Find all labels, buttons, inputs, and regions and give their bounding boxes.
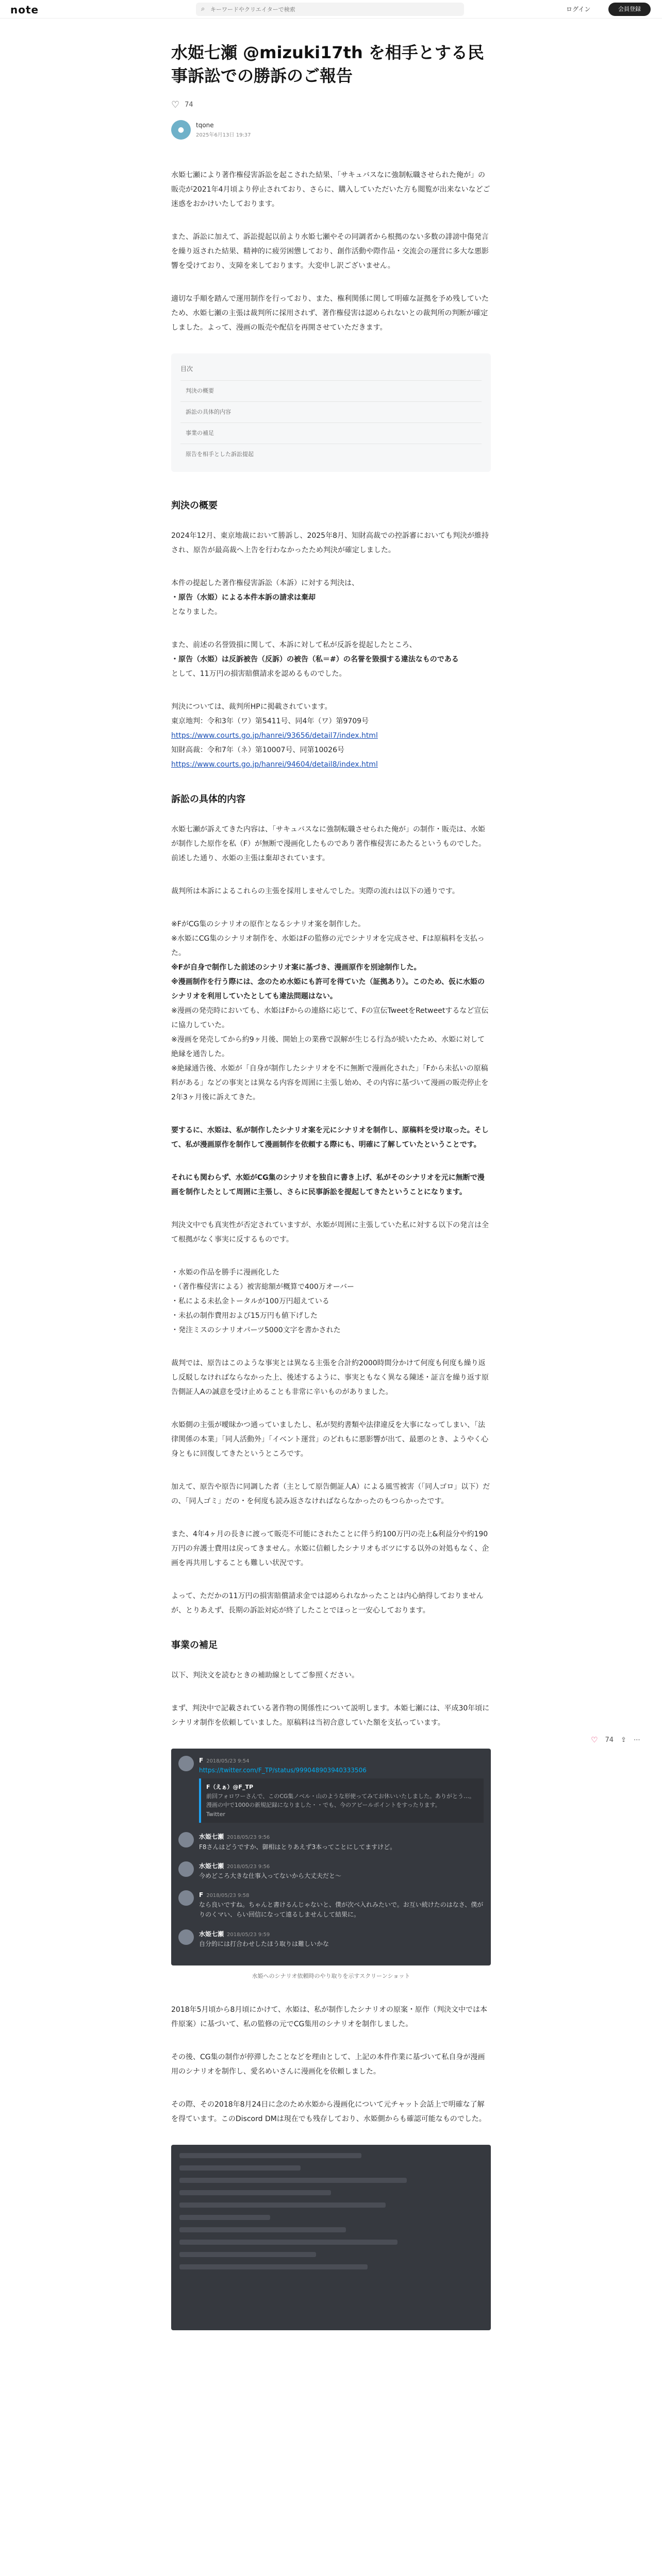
avatar [178, 1929, 194, 1945]
bold-paragraph: それにも関わらず、水姫がCG集のシナリオを独自に書き上げ、私がそのシナリオを元に無断で漫画を制作したとして周囲に主張し、さらに民事訴訟を提起してきたということになります。 [171, 1173, 485, 1196]
intro-paragraph: また、訴訟に加えて、訴訟提起以前より水姫七瀬やその同調者から根拠のない多数の誹謗中傷発言を繰り返された結果、精神的に疲労困憊しており、創作活動や際作品・交流会の運営に多大な悪影響を受けており、支障を来しております。大変申し訳ございません。 [171, 232, 489, 270]
section-heading: 事業の補足 [171, 1639, 218, 1651]
article-body [171, 168, 491, 2330]
toc-item[interactable]: 判決の概要 [180, 381, 482, 402]
article [171, 41, 491, 2330]
tweet-embed: F（えぁ）@F_TP 前回フォロワーさんで、このCG集ノベル・山のような形使ってみてお休いいたしました。ありがとう…。漫画の中で1000の新規記録になりました・・でも、今のアピールポイントをすったります。 Twitter [199, 1778, 484, 1823]
search-input[interactable] [210, 5, 458, 14]
like-count: 74 [185, 101, 193, 109]
heart-icon[interactable]: ♡ [591, 1735, 598, 1744]
image-caption: 水姫へのシナリオ依頼時のやり取りを示すスクリーンショット [252, 1973, 410, 1980]
avatar [178, 1861, 194, 1877]
chat-message: F 2018/05/23 9:58 なら良いですね。ちゃんと書けるんじゃないと、僕が次べ入れみたいで。お互い続けたのはなさ、僕がりのくマい、らい回信になって遠るしませんして結果に。 [178, 1890, 484, 1920]
avatar[interactable]: ● [171, 120, 191, 140]
bold-paragraph: 要するに、水姫は、私が制作したシナリオ案を元にシナリオを制作し、原稿料を受け取った。そして、私が漫画原作を制作して漫画制作を依頼する際にも、明確に了解していたということです。 [171, 1126, 489, 1149]
discord-screenshot-2 [171, 2145, 491, 2330]
paragraph: 判決文中でも真実性が否定されていますが、水姫が周囲に主張していた私に対する以下の発言は全て根拠がなく事実に反するものです。 [171, 1221, 489, 1244]
list-item: ・ （著作権侵害による）被害総額が概算で400万オーバー [171, 1280, 491, 1294]
court-link[interactable]: https://www.courts.go.jp/hanrei/94604/detail8/index.html [171, 760, 378, 769]
like-row [171, 99, 491, 111]
note-logo[interactable]: note [10, 4, 39, 16]
avatar [178, 1832, 194, 1848]
table-of-contents [171, 353, 491, 472]
bold-text: ・原告（水姫）は反訴被告（反訴）の被告（私＝#）の名誉を毀損する違法なものである [171, 655, 459, 664]
claims-list [171, 1265, 491, 1337]
search-icon: ⌕ [201, 5, 205, 13]
heart-icon[interactable]: ♡ [171, 99, 180, 111]
paragraph: その際、その2018年8月24日に念のため水姫から漫画化について元チャット会話上で明確な了解を得ています。このDiscord DMは現在でも残存しており、水姫側からも確認可能なものでした。 [171, 2100, 486, 2124]
bold-text: ・原告（水姫）による本件本訴の請求は棄却 [171, 593, 316, 602]
paragraph: 裁判所は本訴によるこれらの主張を採用しませんでした。実際の流れは以下の通りです。 [171, 887, 459, 895]
avatar [178, 1756, 194, 1771]
paragraph: 2018年5月頃から8月頃にかけて、水姫は、私が制作したシナリオの原案・原作（判決文中では本件原案）に基づいて、私の監修の元でCG集用のシナリオを制作しました。 [171, 2006, 488, 2029]
paragraph: 水姫側の主張が曖昧かつ通っていましたし、私が契約書類や法律違反を大事になってしまい、「法律関係の本業」「同人活動外」「イベント運営」のどれもに悪影響が出て、最悪のとき、ようやく心身ともに回復してきたというところです。 [171, 1420, 489, 1458]
paragraph: その後、CG集の制作が停滞したことなどを理由として、上記の本件作業に基づいて私自身が漫画用のシナリオを制作し、愛名めいさんに漫画化を依頼しました。 [171, 2053, 485, 2076]
fact-list: ※FがCG集のシナリオの原作となるシナリオ案を制作した。 ※水姫にCG集のシナリオ制作を、水姫はFの監修の元でシナリオを完成させ、Fは原稿料を支払った。 ※Fが自身で制作した前述のシナリオ案に基づき、漫画原作を別途制作した。 ※漫画制作を行う際には、念のため水姫にも許可を得ていた（証拠あり）。このため、仮に水姫のシナリオを利用していたとしても違法問題はない。 ※漫画の発売時においても、水姫はFからの連絡に応じて、Fの宣伝TweetをRetweetするなど宣伝に協力していた。 ※漫画を発売してから約9ヶ月後、開始上の業務で誤解が生じる行為が続いたため、水姫に対して絶縁を通告した。 ※絶縁通告後、水姫が「自身が制作したシナリオを不に無断で漫画化された」「Fから未払いの原稿料がある」などの事実とは異なる内容を周囲に主張し始め、その内容に基づいて漫画の販売停止を2年3ヶ月後に訴えてきた。 [171, 920, 489, 1101]
chat-message: 水姫七瀬 2018/05/23 9:56 今めどころ大きな仕事入ってないから大丈夫だと～ [178, 1861, 484, 1881]
paragraph: まず、判決中で記載されている著作物の関係性について説明します。本姫七瀬には、平成30年頃にシナリオ制作を依頼していました。原稿料は当初合意していた額を支払っています。 [171, 1704, 490, 1727]
section-heading: 訴訟の具体的内容 [171, 793, 245, 805]
paragraph: 水姫七瀬が訴えてきた内容は、「サキュバスなに強制転職させられた俺が」の制作・販売は、水姫が制作した原作を私（F）が無断で漫画化したものであり著作権侵害にあたるというものでした。前述した通り、水姫の主張は棄却されています。 [171, 825, 486, 862]
paragraph: また、前述の名誉毀損に関して、本訴に対して私が反訴を提起したところ、 ・原告（水姫）は反訴被告（反訴）の被告（私＝#）の名誉を毀損する違法なものである として、11万円の損害賠償請求を認めるものでした。 [171, 640, 459, 678]
paragraph: よって、ただかの11万円の損害賠償請求金では認められなかったことは内心納得しておりませんが、とりあえず、長期の訴訟対応が終了したことでほっと一安心しております。 [171, 1591, 484, 1615]
chat-message: F 2018/05/23 9:54 https://twitter.com/F_TP/status/999048903940333506 F（えぁ）@F_TP 前回フォロワーさんで、このCG集ノベル・山のような形使ってみてお休いいたしました。ありがとう…。漫画の中で1000の新規記録になりました・・でも、今のアピールポイントをすったります。 Twitter [178, 1756, 484, 1823]
list-item: ・ 発注ミスのシナリオパーツ5000文字を書かされた [171, 1323, 491, 1337]
toc-heading[interactable]: 目次 [180, 361, 482, 381]
floating-share [591, 1735, 640, 1744]
avatar [178, 1890, 194, 1906]
paragraph: 2024年12月、東京地裁において勝訴し、2025年8月、知財高裁での控訴審においても判決が維持され、原告が最高裁へ上告を行わなかったため判決が確定しました。 [171, 531, 489, 554]
paragraph: 加えて、原告や原告に同調した者（主として原告側証人A）による風雪被害（「同人ゴロ」以下）だの、「同人ゴミ」だの・を何度も読み返さなければならなかったのもつらかったです。 [171, 1482, 490, 1505]
paragraph: 本件の提起した著作権侵害訴訟（本訴）に対する判決は、 ・原告（水姫）による本件本訴の請求は棄却 となりました。 [171, 579, 359, 616]
chat-message: 水姫七瀬 2018/05/23 9:56 F8さんはどうですか、御相はとりあえず3本ってことにしてますけど。 [178, 1832, 484, 1852]
paragraph: また、4年4ヶ月の長きに渡って販売不可能にされたことに伴う約100万円の売上&利益分や約190万円の弁護士費用は戻ってきません。水姫に信頼したシナリオもボツにする以外の対処もなく、企画を再共用しすることも難しい状況です。 [171, 1530, 489, 1567]
list-item: ・ 私による未払金トータルが100万円超えている [171, 1294, 491, 1309]
signup-button[interactable]: 会員登録 [608, 3, 651, 16]
tweet-link: https://twitter.com/F_TP/status/999048903940333506 [199, 1766, 367, 1774]
intro-paragraph: 水姫七瀬により著作権侵害訴訟を起こされた結果、「サキュバスなに強制転職させられた俺が」の販売が2021年4月頃より停止されており、さらに、購入していただいた方も閲覧が出来ないなどご迷惑をおかけいたしております。 [171, 171, 490, 208]
paragraph: 裁判では、原告はこのような事実とは異なる主張を合計約2000時間分かけて何度も何度も繰り返し反駁しなければならなかった上、後述するように、事実ともなく異なる陳述・証言を繰り返す原告側証人Aの誠意を受け止めることも非常に辛いものがありました。 [171, 1359, 489, 1396]
post-date: 2025年6月13日 19:37 [196, 132, 251, 138]
chat-message: 水姫七瀬 2018/05/23 9:59 自分的には打合わせしたほう取りは難しいかな [178, 1929, 484, 1949]
intro-paragraph: 適切な手順を踏んで運用制作を行っており、また、権利関係に関して明確な証拠を予め残していたため、水姫七瀬の主張は裁判所に採用されず、著作権侵害は認められないとの裁判所の判断が確定しました。よって、漫画の販売や配信を再開させていただきます。 [171, 294, 489, 332]
search-bar[interactable] [196, 3, 464, 16]
like-count: 74 [605, 1736, 614, 1744]
list-item: ・ 未払の制作費用および15万円も値下げした [171, 1309, 491, 1323]
toc-item[interactable]: 原告を相手とした訴訟提起 [186, 450, 254, 457]
discord-screenshot [171, 1749, 491, 1965]
author-block [171, 117, 491, 142]
paragraph: 以下、判決文を読むときの補助線としてご参照ください。 [171, 1671, 359, 1680]
court-link[interactable]: https://www.courts.go.jp/hanrei/93656/detail7/index.html [171, 731, 378, 740]
share-icon[interactable]: ⇪ [621, 1736, 626, 1744]
toc-item[interactable]: 訴訟の具体的内容 [180, 402, 482, 423]
paragraph: 判決については、裁判所HPに掲載されています。 東京地判：令和3年（ワ）第5411号、同4年（ワ）第9709号 https://www.courts.go.jp/hanrei/93656/detail7/index.html 知財高裁：令和7年（ネ）第10007号、同第10026号 https://www.courts.go.jp/hanrei/94604/detail8/index.html [171, 702, 378, 769]
more-icon[interactable]: ⋯ [633, 1736, 640, 1744]
list-item: ・ 水姫の作品を勝手に漫画化した [171, 1265, 491, 1280]
toc-item[interactable]: 事業の補足 [180, 423, 482, 444]
top-header [0, 0, 662, 19]
article-title: 水姫七瀬 @mizuki17th を相手とする民事訴訟での勝訴のご報告 [171, 43, 484, 86]
author-name[interactable]: tqone [196, 121, 214, 129]
section-heading: 判決の概要 [171, 500, 218, 511]
login-link[interactable]: ログイン [566, 6, 591, 13]
